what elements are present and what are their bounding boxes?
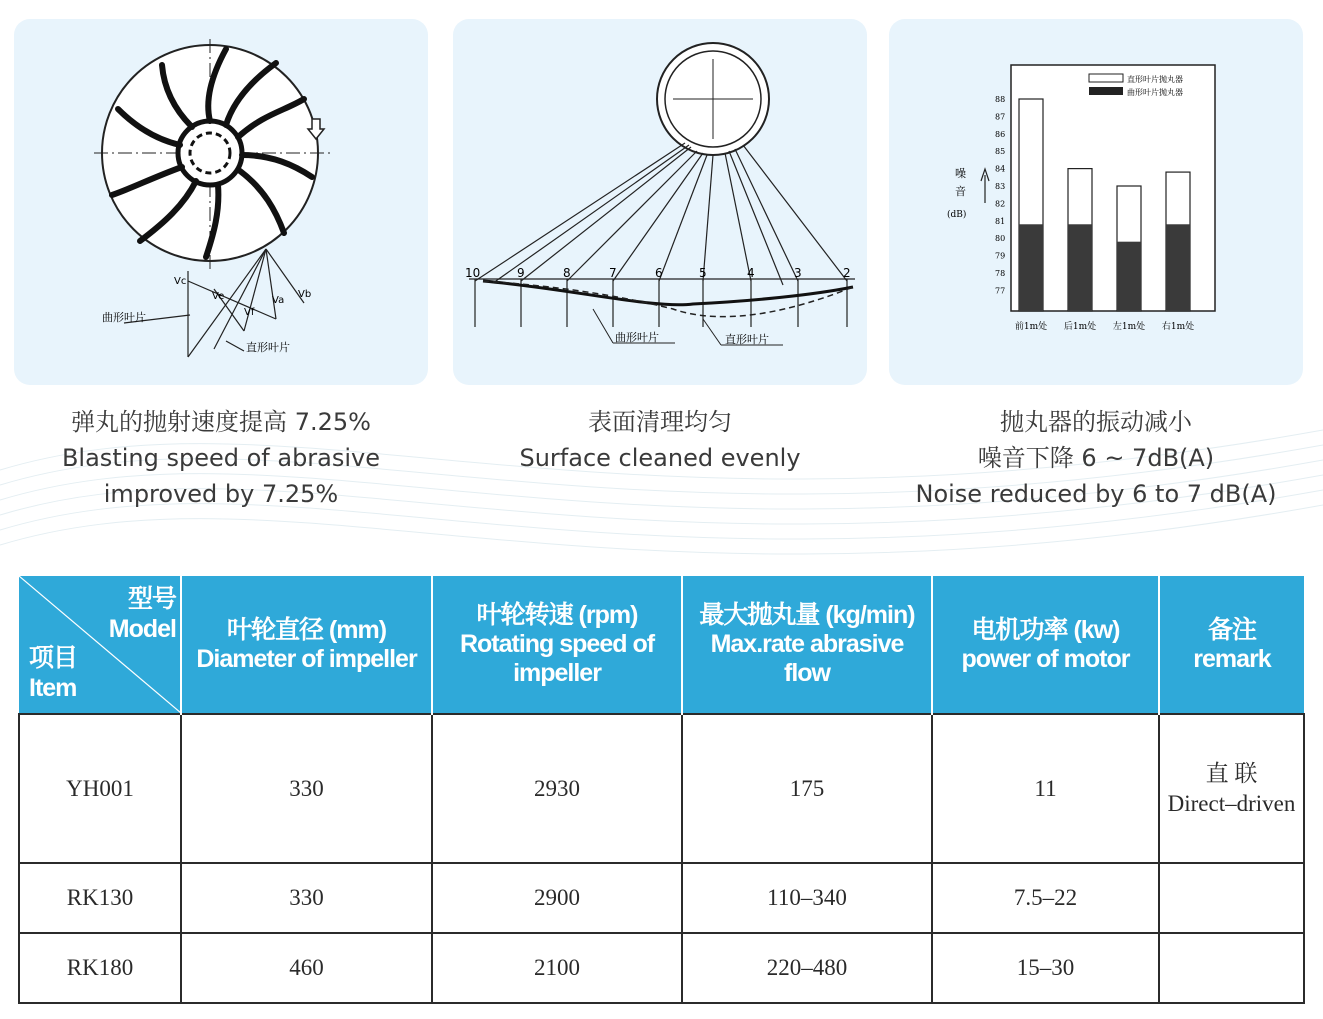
table-row xyxy=(19,933,1304,1003)
caption-1-line-3: improved by 7.25% xyxy=(103,480,339,508)
vf-label: Vf xyxy=(244,307,255,318)
tick-8: 8 xyxy=(563,266,571,280)
header-item-cn: 项目 xyxy=(29,644,78,672)
remark-en: Direct–driven xyxy=(1167,790,1296,816)
caption-3-line-3: Noise reduced by 6 to 7 dB(A) xyxy=(915,480,1277,508)
cell-speed: 2100 xyxy=(432,933,682,1003)
tick-9: 9 xyxy=(517,266,525,280)
caption-surface-cleaned xyxy=(440,404,880,476)
spec-table xyxy=(18,576,1305,1004)
tick-7: 7 xyxy=(609,266,617,280)
tick-4: 4 xyxy=(747,266,755,280)
cell-remark xyxy=(1159,933,1304,1003)
y-tick-label: 87 xyxy=(995,112,1006,122)
bar-curved-blade xyxy=(1166,224,1190,311)
y-tick-label: 82 xyxy=(995,199,1006,209)
cell-remark xyxy=(1159,863,1304,933)
x-category-label: 右1m处 xyxy=(1161,322,1195,332)
header-remark: 备注 remark xyxy=(1159,576,1304,714)
impeller-velocity-diagram xyxy=(14,19,428,385)
bar-curved-blade xyxy=(1068,224,1092,311)
table-row xyxy=(19,714,1304,863)
tick-10: 10 xyxy=(465,266,481,280)
surface-coverage-diagram xyxy=(453,19,867,385)
x-category-label: 前1m处 xyxy=(1014,322,1048,332)
caption-3-line-2: 噪音下降 6 ~ 7dB(A) xyxy=(977,444,1215,472)
y-axis-unit: (dB) xyxy=(947,210,967,220)
y-axis-label-2: 音 xyxy=(955,185,966,198)
cell-remark xyxy=(1159,714,1304,863)
curved-blade-label: 曲形叶片 xyxy=(102,311,146,324)
cell-flow: 220–480 xyxy=(682,933,932,1003)
noise-chart-panel xyxy=(889,19,1303,385)
tick-3: 3 xyxy=(794,266,802,280)
cell-power: 7.5–22 xyxy=(932,863,1159,933)
x-category-label: 左1m处 xyxy=(1112,322,1146,332)
header-flow: 最大抛丸量 (kg/min) Max.rate abrasive flow xyxy=(682,576,932,714)
remark-cn: 直 联 xyxy=(1205,760,1258,786)
header-model-cn: 型号 xyxy=(127,585,176,613)
x-category-label: 后1m处 xyxy=(1063,322,1097,332)
cell-diameter: 460 xyxy=(181,933,432,1003)
caption-blasting-speed xyxy=(1,404,441,512)
y-tick-label: 86 xyxy=(995,129,1006,139)
y-tick-label: 81 xyxy=(995,216,1006,226)
cell-flow: 175 xyxy=(682,714,932,863)
straight-blade-label-2: 直形叶片 xyxy=(725,333,769,346)
noise-bar-chart xyxy=(889,19,1303,385)
table-row xyxy=(19,863,1304,933)
cell-model: YH001 xyxy=(19,714,181,863)
cell-model: RK180 xyxy=(19,933,181,1003)
cell-flow: 110–340 xyxy=(682,863,932,933)
up-arrow-icon xyxy=(981,169,989,203)
va-label: Va xyxy=(272,295,285,306)
curved-blade-label-2: 曲形叶片 xyxy=(615,331,659,344)
cell-power: 15–30 xyxy=(932,933,1159,1003)
impeller-drawing xyxy=(14,19,428,385)
y-tick-label: 83 xyxy=(995,182,1006,191)
header-diameter: 叶轮直径 (mm) Diameter of impeller xyxy=(181,576,432,714)
y-tick-label: 78 xyxy=(995,269,1006,278)
header-item-en: Item xyxy=(29,674,77,702)
cell-diameter: 330 xyxy=(181,863,432,933)
y-tick-label: 84 xyxy=(995,164,1006,174)
header-model-item xyxy=(19,576,181,714)
caption-2-line-2: Surface cleaned evenly xyxy=(519,444,801,472)
vc-label: Vc xyxy=(174,276,187,287)
caption-1-line-2: Blasting speed of abrasive xyxy=(61,444,381,472)
cell-diameter: 330 xyxy=(181,714,432,863)
legend-swatch-straight xyxy=(1089,74,1123,82)
vb-label: Vb xyxy=(298,289,312,300)
tick-5: 5 xyxy=(699,266,707,280)
legend-swatch-curved xyxy=(1089,87,1123,95)
cell-power: 11 xyxy=(932,714,1159,863)
straight-blade-label: 直形叶片 xyxy=(246,341,290,354)
y-tick-label: 85 xyxy=(995,147,1006,157)
bar-curved-blade xyxy=(1117,242,1141,311)
tick-2: 2 xyxy=(843,266,851,280)
legend-straight: 直形叶片抛丸器 xyxy=(1127,75,1183,84)
caption-noise-reduced xyxy=(876,404,1316,512)
y-axis-label-1: 噪 xyxy=(955,167,966,180)
caption-1-line-1: 弹丸的抛射速度提高 7.25% xyxy=(71,408,371,436)
cell-model: RK130 xyxy=(19,863,181,933)
header-model-en: Model xyxy=(108,615,176,643)
y-tick-label: 80 xyxy=(995,234,1006,244)
legend-curved: 曲形叶片抛丸器 xyxy=(1127,88,1183,97)
bar-curved-blade xyxy=(1019,224,1043,311)
ve-label: Ve xyxy=(212,291,225,302)
caption-3-line-1: 抛丸器的振动减小 xyxy=(1000,408,1192,436)
header-speed: 叶轮转速 (rpm) Rotating speed of impeller xyxy=(432,576,682,714)
header-power: 电机功率 (kw) power of motor xyxy=(932,576,1159,714)
y-tick-label: 79 xyxy=(995,251,1006,261)
cell-speed: 2930 xyxy=(432,714,682,863)
tick-6: 6 xyxy=(655,266,663,280)
y-tick-label: 77 xyxy=(995,286,1006,296)
cell-speed: 2900 xyxy=(432,863,682,933)
table-header-row xyxy=(19,576,1304,714)
y-tick-label: 88 xyxy=(995,95,1006,104)
caption-2-line-1: 表面清理均匀 xyxy=(588,408,732,436)
coverage-drawing xyxy=(453,19,867,385)
